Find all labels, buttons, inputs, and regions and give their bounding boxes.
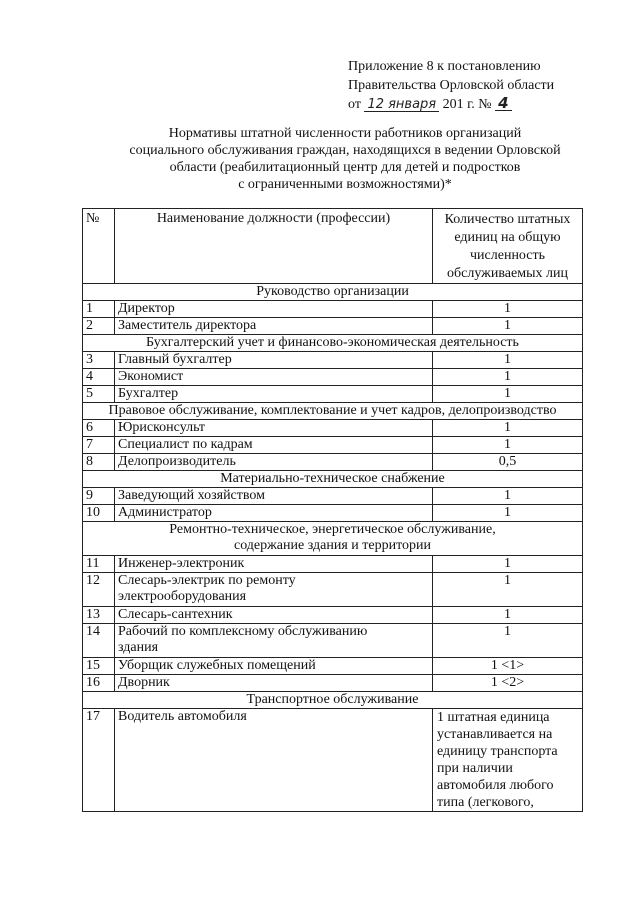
row-num: 7 bbox=[83, 437, 115, 454]
row-quantity: 1 bbox=[433, 437, 583, 454]
row-num: 2 bbox=[83, 318, 115, 335]
section-row bbox=[83, 522, 583, 556]
row-num: 5 bbox=[83, 386, 115, 403]
from-label: от bbox=[348, 97, 361, 112]
row-num: 3 bbox=[83, 352, 115, 369]
section-title: Бухгалтерский учет и финансово-экономическая деятельность bbox=[83, 335, 583, 352]
row-quantity: 1 <2> bbox=[433, 675, 583, 692]
appendix-line-2: Правительства Орловской области bbox=[348, 78, 555, 93]
row-position: Рабочий по комплексному обслуживанию здания bbox=[115, 624, 433, 658]
table-row bbox=[83, 420, 583, 437]
row-quantity: 0,5 bbox=[433, 454, 583, 471]
table-row bbox=[83, 454, 583, 471]
section-title: Правовое обслуживание, комплектование и учет кадров, делопроизводство bbox=[83, 403, 583, 420]
row-quantity: 1 bbox=[433, 301, 583, 318]
row-quantity: 1 bbox=[433, 624, 583, 658]
table-row bbox=[83, 437, 583, 454]
row-quantity: 1 bbox=[433, 505, 583, 522]
row-num: 12 bbox=[83, 573, 115, 607]
row-num: 17 bbox=[83, 709, 115, 812]
handwritten-number: 4 bbox=[495, 97, 511, 111]
row-position: Администратор bbox=[115, 505, 433, 522]
row-position: Бухгалтер bbox=[115, 386, 433, 403]
table-row bbox=[83, 318, 583, 335]
row-quantity: 1 bbox=[433, 420, 583, 437]
table-row bbox=[83, 709, 583, 812]
section-title: Материально-техническое снабжение bbox=[83, 471, 583, 488]
section-title: Транспортное обслуживание bbox=[83, 692, 583, 709]
handwritten-date: 12 января bbox=[364, 98, 439, 112]
section-row bbox=[83, 692, 583, 709]
section-row bbox=[83, 403, 583, 420]
section-row bbox=[83, 284, 583, 301]
row-position: Экономист bbox=[115, 369, 433, 386]
appendix-line-1: Приложение 8 к постановлению bbox=[348, 59, 541, 74]
row-position: Специалист по кадрам bbox=[115, 437, 433, 454]
row-position: Юрисконсульт bbox=[115, 420, 433, 437]
title-line-3: области (реабилитационный центр для детей и подростков bbox=[169, 160, 521, 175]
row-quantity: 1 bbox=[433, 352, 583, 369]
section-title: Руководство организации bbox=[83, 284, 583, 301]
table-row bbox=[83, 386, 583, 403]
header-quantity: Количество штатных единиц на общую численность обслуживаемых лиц bbox=[433, 209, 583, 284]
row-position: Водитель автомобиля bbox=[115, 709, 433, 812]
row-quantity: 1 <1> bbox=[433, 658, 583, 675]
row-quantity: 1 штатная единица устанавливается на единицу транспорта при наличии автомобиля любого типа (легкового, bbox=[433, 709, 583, 812]
appendix-date-line bbox=[348, 95, 598, 114]
row-position: Слесарь-электрик по ремонту электрооборудования bbox=[115, 573, 433, 607]
section-title: Ремонтно-техническое, энергетическое обслуживание, содержание здания и территории bbox=[83, 522, 583, 556]
staffing-norms-table bbox=[82, 208, 583, 812]
row-position: Главный бухгалтер bbox=[115, 352, 433, 369]
table-row bbox=[83, 369, 583, 386]
row-position: Уборщик служебных помещений bbox=[115, 658, 433, 675]
table-row bbox=[83, 607, 583, 624]
table-header-row bbox=[83, 209, 583, 284]
row-quantity: 1 bbox=[433, 318, 583, 335]
row-quantity: 1 bbox=[433, 369, 583, 386]
row-num: 1 bbox=[83, 301, 115, 318]
row-num: 16 bbox=[83, 675, 115, 692]
title-line-2: социального обслуживания граждан, находящихся в ведении Орловской bbox=[129, 143, 561, 158]
row-num: 10 bbox=[83, 505, 115, 522]
row-num: 15 bbox=[83, 658, 115, 675]
row-num: 14 bbox=[83, 624, 115, 658]
document-title bbox=[110, 125, 580, 193]
table-row bbox=[83, 352, 583, 369]
table-row bbox=[83, 658, 583, 675]
row-num: 6 bbox=[83, 420, 115, 437]
row-quantity: 1 bbox=[433, 488, 583, 505]
row-num: 13 bbox=[83, 607, 115, 624]
row-position: Директор bbox=[115, 301, 433, 318]
section-row bbox=[83, 335, 583, 352]
row-num: 4 bbox=[83, 369, 115, 386]
row-quantity: 1 bbox=[433, 556, 583, 573]
year-text: 201 г. № bbox=[442, 97, 492, 112]
row-position: Дворник bbox=[115, 675, 433, 692]
title-line-4: с ограниченными возможностями)* bbox=[238, 177, 452, 192]
row-num: 11 bbox=[83, 556, 115, 573]
row-num: 9 bbox=[83, 488, 115, 505]
table-row bbox=[83, 624, 583, 658]
row-quantity: 1 bbox=[433, 607, 583, 624]
table-row bbox=[83, 488, 583, 505]
header-position: Наименование должности (профессии) bbox=[115, 209, 433, 284]
header-num: № bbox=[83, 209, 115, 284]
row-position: Инженер-электроник bbox=[115, 556, 433, 573]
table-row bbox=[83, 675, 583, 692]
section-row bbox=[83, 471, 583, 488]
table-row bbox=[83, 556, 583, 573]
table-row bbox=[83, 301, 583, 318]
row-position: Делопроизводитель bbox=[115, 454, 433, 471]
title-line-1: Нормативы штатной численности работников организаций bbox=[168, 126, 522, 141]
appendix-header bbox=[348, 57, 598, 114]
row-quantity: 1 bbox=[433, 386, 583, 403]
table-row bbox=[83, 573, 583, 607]
row-position: Заведующий хозяйством bbox=[115, 488, 433, 505]
table-row bbox=[83, 505, 583, 522]
row-position: Слесарь-сантехник bbox=[115, 607, 433, 624]
row-quantity: 1 bbox=[433, 573, 583, 607]
row-position: Заместитель директора bbox=[115, 318, 433, 335]
row-num: 8 bbox=[83, 454, 115, 471]
